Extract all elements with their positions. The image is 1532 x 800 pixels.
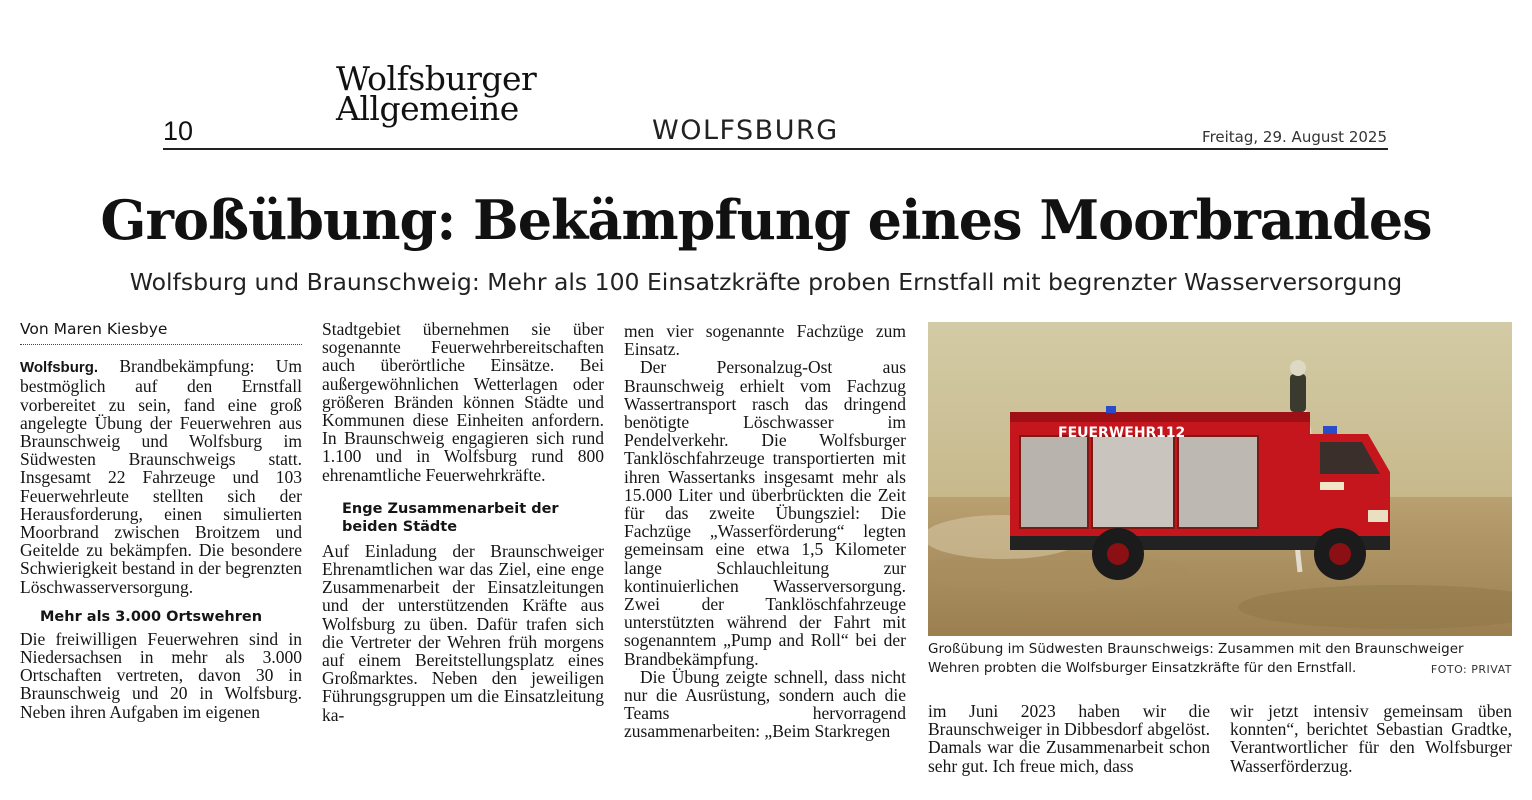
paragraph-1-text: Brandbekämpfung: Um bestmöglich auf den Ernstfall vorbereitet zu sein, fand eine groß angelegte Übung der Feuerwehren aus Braunschweig und Wolfsburg im Südwesten Braunschweigs statt. Insgesamt 22 Fahrzeuge und 103 Feuerwehrleute stellten sich der Herausforderung, einen simulierten Moorbrand zwischen Broitzem und Geitelde zu bekämpfen. Die besondere Schwierigkeit bestand in der begrenzten Löschwasserversorgung. xyxy=(20,356,302,597)
article-column-2 xyxy=(322,320,604,724)
logo-line-1: Wolfsburger xyxy=(336,59,537,98)
newspaper-logo xyxy=(336,59,556,128)
article-column-3 xyxy=(624,322,906,741)
fire-truck-illustration xyxy=(928,322,1512,636)
section-name: WOLFSBURG xyxy=(652,115,839,146)
issue-date: Freitag, 29. August 2025 xyxy=(1202,128,1387,146)
page-number: 10 xyxy=(163,116,194,146)
article-headline: Großübung: Bekämpfung eines Moorbrandes xyxy=(100,188,1432,252)
paragraph-3-part-2: men vier sogenannte Fachzüge zum Einsatz. xyxy=(624,321,906,360)
paragraph-5-part-1: Die Übung zeigte schnell, dass nicht nur die Ausrüstung, sondern auch die Teams hervorragend zusammenarbeiten: „Beim Starkregen xyxy=(624,666,906,742)
photo-caption xyxy=(928,640,1512,679)
header-rule xyxy=(163,148,1388,150)
photo-credit: FOTO: PRIVAT xyxy=(1430,663,1512,676)
paragraph-2-part-2: Stadtgebiet übernehmen sie über sogenannte Feuerwehrbereitschaften auch überörtliche Einsätze. Bei außergewöhnlichen Wetterlagen oder größeren Bränden können Städte und Kommunen diese Einheiten anfordern. In Braunschweig engagieren sich rund 1.100 und in Wolfsburg rund 800 ehrenamtliche Feuerwehrkräfte. xyxy=(322,319,604,485)
paragraph-2-part-1: Die freiwilligen Feuerwehren sind in Niedersachsen in mehr als 3.000 Ortschaften vertreten, davon 30 in Braunschweig und 20 in Wolfsburg. Neben ihren Aufgaben im eigenen xyxy=(20,628,302,722)
paragraph-5-part-3: wir jetzt intensiv gemeinsam üben konnten“, berichtet Sebastian Gradtke, Verantwortlicher für den Wolfsburger Wasserförderzug. xyxy=(1230,701,1512,776)
fire-truck-photo xyxy=(928,322,1512,636)
logo-line-2: Allgemeine xyxy=(336,89,519,128)
paragraph-3-part-1: Auf Einladung der Braunschweiger Ehrenamtlichen war das Ziel, eine enge Zusammenarbeit der Einsatzleitungen und der unterstützenden Kräfte aus Wolfsburg zu üben. Dafür trafen sich die Vertreter der Wehren früh morgens auf einem Bereitstellungsplatz eines Großmarktes. Neben den jeweiligen Führungsgruppen um die Einsatzleitung ka- xyxy=(322,540,604,725)
article-column-1 xyxy=(20,320,302,721)
byline: Von Maren Kiesbye xyxy=(20,320,302,345)
paragraph-1 xyxy=(20,357,302,596)
article-column-5 xyxy=(1230,702,1512,775)
article-subheadline: Wolfsburg und Braunschweig: Mehr als 100 Einsatzkräfte proben Ernstfall mit begrenzter Wasserversorgung xyxy=(129,268,1403,296)
subhead-zusammenarbeit: Enge Zusammenarbeit der beiden Städte xyxy=(342,500,559,535)
subhead-ortswehren: Mehr als 3.000 Ortswehren xyxy=(40,608,263,625)
truck-number: 112 xyxy=(1156,425,1186,441)
dateline: Wolfsburg. xyxy=(20,359,99,377)
article-column-4 xyxy=(928,702,1210,775)
truck-label: FEUERWEHR xyxy=(1058,425,1157,441)
photo-caption-text: Großübung im Südwesten Braunschweigs: Zusammen mit den Braunschweiger Wehren probten die Wolfsburger Einsatzkräfte für den Ernstfall. xyxy=(928,641,1464,676)
paragraph-5-part-2: im Juni 2023 haben wir die Braunschweiger in Dibbesdorf abgelöst. Damals war die Zusammenarbeit schon sehr gut. Ich freue mich, dass xyxy=(928,701,1210,776)
paragraph-4: Der Personalzug-Ost aus Braunschweig erhielt vom Fachzug Wassertransport rasch das dringend benötigte Löschwasser im Pendelverkehr. Die Wolfsburger Tanklöschfahrzeuge transportierten mit ihren Wassertanks insgesamt mehr als 15.000 Liter und überbrückten die Zeit für das zweite Übungsziel: Die Fachzüge „Wasserförderung“ legten gemeinsam eine etwa 1,5 Kilometer lange Schlauchleitung zur kontinuierlichen Wasserversorgung. Zwei der Tanklöschfahrzeuge unterstützten während der Fahrt mit sogenanntem „Pump and Roll“ bei der Brandbekämpfung. xyxy=(624,357,906,669)
